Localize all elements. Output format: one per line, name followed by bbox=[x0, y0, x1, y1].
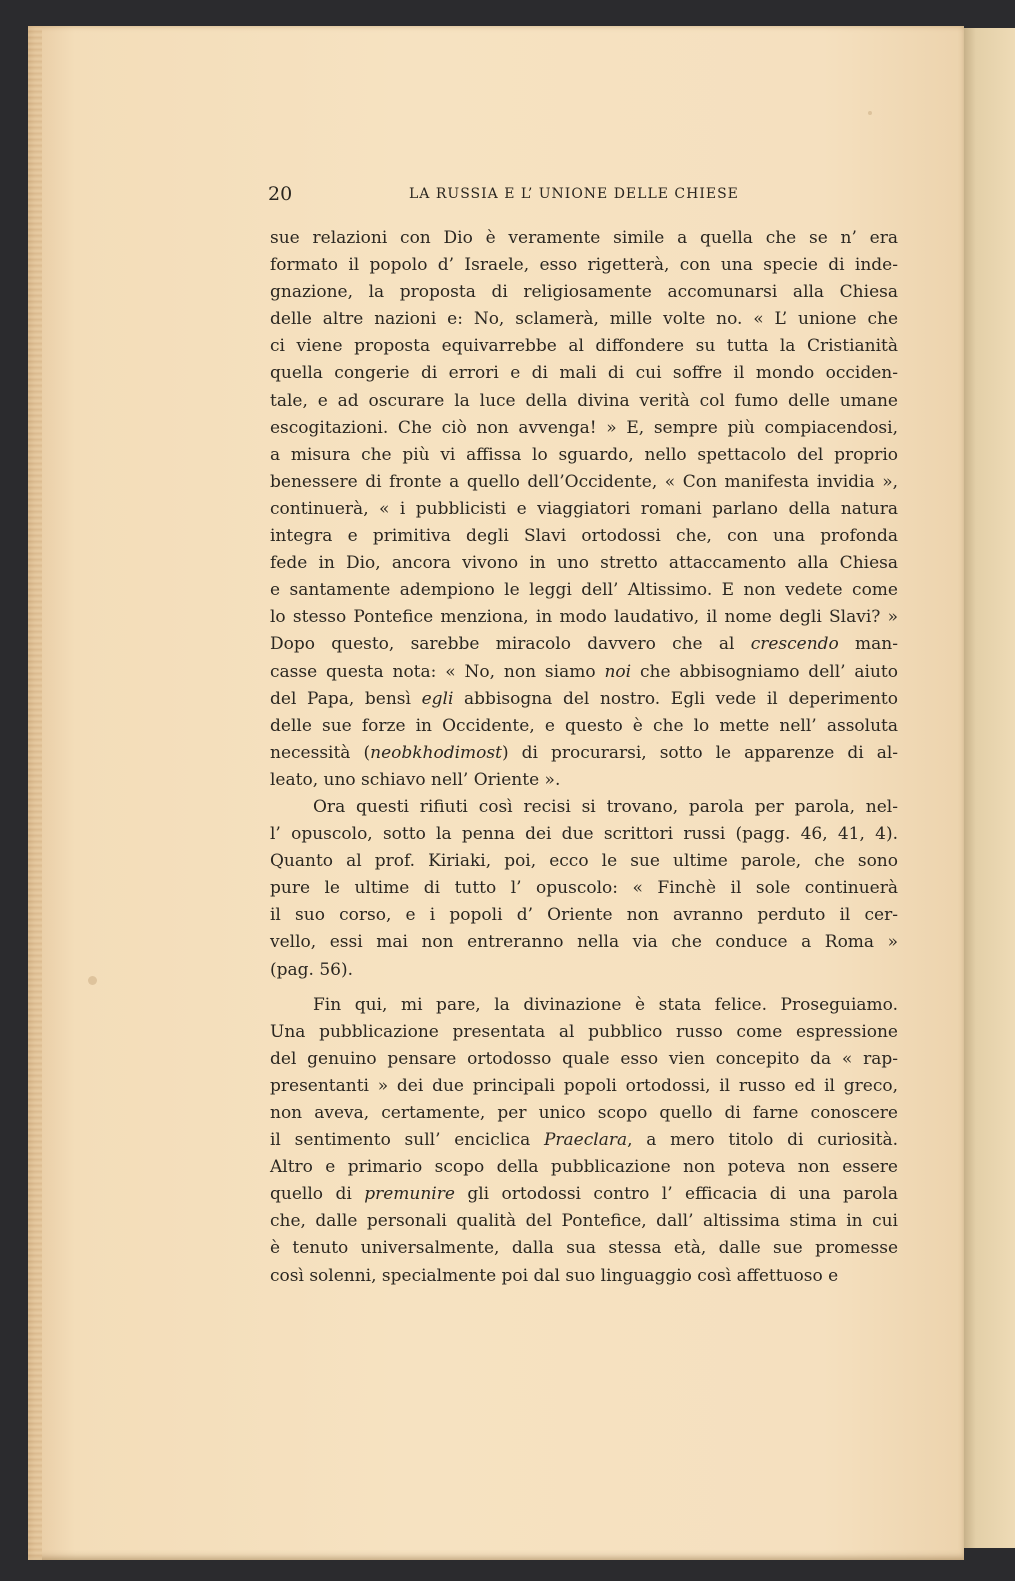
body-text bbox=[270, 225, 898, 1290]
paper-stain bbox=[88, 976, 97, 985]
text-line: a misura che più vi affissa lo sguardo, nello spettacolo del proprio bbox=[270, 444, 898, 465]
text-line: formato il popolo d’ Israele, esso rigetterà, con una specie di inde- bbox=[270, 255, 898, 276]
text-line: vello, essi mai non entreranno nella via che conduce a Roma » bbox=[270, 932, 898, 953]
adjacent-page-edge bbox=[958, 28, 1015, 1548]
paragraph bbox=[270, 794, 898, 984]
text-line: che, dalle personali qualità del Pontefice, dall’ altissima stima in cui bbox=[270, 1211, 898, 1232]
paragraph bbox=[270, 984, 898, 1290]
text-line: ci viene proposta equivarrebbe al diffondere su tutta la Cristianità bbox=[270, 336, 898, 357]
text-line: non aveva, certamente, per unico scopo quello di farne conoscere bbox=[270, 1103, 898, 1123]
text-line: delle altre nazioni e: No, sclamerà, mille volte no. « L’ unione che bbox=[270, 309, 898, 330]
paragraph bbox=[270, 225, 898, 794]
page-number: 20 bbox=[268, 183, 293, 205]
text-line: Dopo questo, sarebbe miracolo davvero che al crescendo man- bbox=[270, 634, 898, 655]
text-line: fede in Dio, ancora vivono in uno stretto attaccamento alla Chiesa bbox=[270, 553, 898, 574]
text-line: così solenni, specialmente poi dal suo linguaggio così affettuoso e bbox=[270, 1265, 839, 1286]
text-line: sue relazioni con Dio è veramente simile a quella che se n’ era bbox=[270, 228, 898, 248]
text-line: delle sue forze in Occidente, e questo è che lo mette nell’ assoluta bbox=[270, 715, 898, 736]
text-line: è tenuto universalmente, dalla sua stessa età, dalle sue promesse bbox=[270, 1238, 898, 1259]
text-line: lo stesso Pontefice menziona, in modo laudativo, il nome degli Slavi? » bbox=[270, 607, 898, 628]
text-line: integra e primitiva degli Slavi ortodossi che, con una profonda bbox=[270, 526, 898, 547]
text-line: Altro e primario scopo della pubblicazione non poteva non essere bbox=[270, 1157, 898, 1178]
running-head bbox=[268, 183, 898, 213]
text-line: Fin qui, mi pare, la divinazione è stata felice. Proseguiamo. bbox=[313, 994, 898, 1015]
text-line: quella congerie di errori e di mali di cui soffre il mondo occiden- bbox=[270, 363, 898, 384]
text-line: Una pubblicazione presentata al pubblico russo come espressione bbox=[270, 1021, 898, 1042]
text-line: gnazione, la proposta di religiosamente accomunarsi alla Chiesa bbox=[270, 282, 898, 303]
text-line: continuerà, « i pubblicisti e viaggiatori romani parlano della natura bbox=[270, 498, 898, 519]
paper-stain bbox=[868, 111, 872, 115]
text-line: benessere di fronte a quello dell’Occidente, « Con manifesta invidia », bbox=[270, 471, 898, 492]
text-line: pure le ultime di tutto l’ opuscolo: « Finchè il sole continuerà bbox=[270, 878, 898, 899]
text-line: escogitazioni. Che ciò non avvenga! » E, sempre più compiacendosi, bbox=[270, 417, 898, 438]
text-line: quello di premunire gli ortodossi contro l’ efficacia di una parola bbox=[270, 1184, 898, 1205]
text-line: Quanto al prof. Kiriaki, poi, ecco le sue ultime parole, che sono bbox=[270, 851, 898, 872]
text-line: (pag. 56). bbox=[270, 959, 354, 980]
book-page bbox=[28, 26, 964, 1560]
text-line: Ora questi rifiuti così recisi si trovano, parola per parola, nel- bbox=[313, 796, 898, 817]
text-line: e santamente adempiono le leggi dell’ Altissimo. E non vedete come bbox=[270, 580, 898, 601]
text-line: il suo corso, e i popoli d’ Oriente non avranno perduto il cer- bbox=[270, 905, 898, 926]
text-line: necessità (neobkhodimost) di procurarsi, sotto le apparenze di al- bbox=[270, 742, 899, 763]
text-line: del genuino pensare ortodosso quale esso vien concepito da « rap- bbox=[270, 1048, 898, 1069]
paragraph-gap bbox=[270, 984, 898, 992]
running-title: LA RUSSIA E L’ UNIONE DELLE CHIESE bbox=[409, 186, 739, 202]
text-line: tale, e ad oscurare la luce della divina verità col fumo delle umane bbox=[270, 390, 898, 411]
text-line: il sentimento sull’ enciclica Praeclara, a mero titolo di curiosità. bbox=[270, 1130, 898, 1151]
text-line: del Papa, bensì egli abbisogna del nostro. Egli vede il deperimento bbox=[270, 688, 898, 709]
text-line: leato, uno schiavo nell’ Oriente ». bbox=[270, 769, 561, 790]
page-gutter-edge bbox=[28, 26, 42, 1560]
text-line: presentanti » dei due principali popoli ortodossi, il russo ed il greco, bbox=[270, 1075, 898, 1096]
text-line: casse questa nota: « No, non siamo noi che abbisogniamo dell’ aiuto bbox=[270, 661, 898, 682]
text-line: l’ opuscolo, sotto la penna dei due scrittori russi (pagg. 46, 41, 4). bbox=[270, 824, 898, 845]
